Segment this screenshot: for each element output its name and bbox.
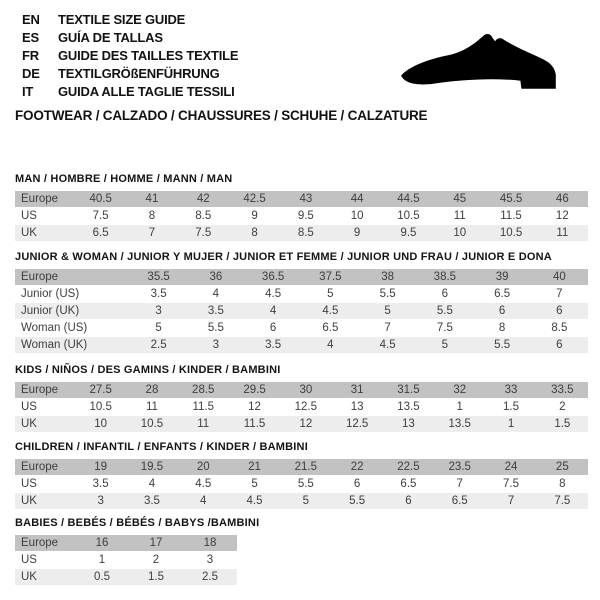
language-code: EN [22, 11, 40, 27]
size-value: 4 [327, 339, 334, 351]
section-title: JUNIOR & WOMAN / JUNIOR Y MUJER / JUNIOR ET FEMME / JUNIOR UND FRAU / JUNIOR E DONA [15, 251, 552, 263]
size-value: 40 [552, 271, 566, 283]
size-section-kids [15, 364, 588, 433]
row-label: Europe [21, 193, 59, 205]
size-value: 4.5 [379, 339, 396, 351]
table-row [15, 493, 588, 510]
table-row [15, 459, 588, 476]
size-value: 5.5 [349, 495, 366, 507]
row-label: Woman (UK) [21, 339, 88, 351]
size-table [15, 535, 237, 586]
size-value: 7.5 [195, 227, 212, 239]
size-table [15, 269, 588, 354]
size-section-babies [15, 517, 588, 586]
row-label: Junior (UK) [21, 305, 80, 317]
size-value: 7.5 [92, 210, 109, 222]
size-value: 10.5 [89, 401, 112, 413]
size-value: 41 [145, 193, 159, 205]
size-value: 10.5 [140, 418, 164, 430]
table-row [15, 476, 588, 493]
size-value: 36 [209, 271, 223, 283]
size-value: 11 [145, 401, 158, 413]
size-value: 6 [405, 495, 412, 507]
size-value: 4 [269, 305, 277, 317]
size-value: 8 [498, 322, 506, 334]
size-value: 7.5 [503, 478, 520, 490]
size-value: 40.5 [89, 193, 112, 205]
size-value: 42 [196, 193, 210, 205]
size-value: 7.5 [554, 495, 571, 507]
size-value: 13 [402, 418, 415, 430]
size-value: 4.5 [265, 288, 282, 300]
size-value: 5 [384, 305, 391, 317]
size-value: 4.5 [195, 478, 212, 490]
size-value: 44 [350, 193, 364, 205]
size-value: 38 [381, 271, 395, 283]
size-value: 27.5 [89, 384, 112, 396]
size-value: 4 [200, 495, 207, 507]
table-row [15, 269, 588, 286]
section-title: MAN / HOMBRE / HOMME / MANN / MAN [15, 173, 233, 185]
language-label: GUÍA DE TALLAS [58, 29, 163, 45]
row-label: UK [21, 227, 37, 239]
size-value: 1 [98, 554, 106, 566]
size-value: 8.5 [195, 210, 212, 222]
size-value: 20 [196, 461, 210, 473]
size-value: 6.5 [92, 227, 109, 239]
size-value: 9 [353, 227, 361, 239]
size-value: 11 [197, 418, 210, 430]
size-value: 3 [206, 554, 214, 566]
size-value: 17 [149, 537, 163, 549]
size-value: 2.5 [202, 571, 218, 583]
size-value: 10 [350, 210, 364, 222]
size-value: 1.5 [554, 418, 571, 430]
size-value: 10.5 [499, 227, 523, 239]
size-value: 3.5 [143, 495, 160, 507]
size-value: 42.5 [243, 193, 266, 205]
size-value: 7 [507, 495, 515, 507]
size-value: 37.5 [319, 271, 342, 283]
table-row [15, 208, 588, 225]
section-title: CHILDREN / INFANTIL / ENFANTS / KINDER / BAMBINI [15, 441, 308, 453]
language-label: GUIDA ALLE TAGLIE TESSILI [58, 83, 235, 99]
table-row [15, 535, 237, 552]
size-value: 19.5 [140, 461, 164, 473]
row-label: US [21, 554, 37, 566]
row-label: UK [21, 571, 37, 583]
section-title: BABIES / BEBÉS / BÉBÉS / BABYS /BAMBINI [15, 517, 260, 529]
size-value: 22 [350, 461, 364, 473]
language-label: TEXTILGRÖßENFÜHRUNG [58, 65, 220, 81]
size-value: 24 [504, 461, 518, 473]
size-tables [15, 0, 588, 600]
size-value: 19 [94, 461, 108, 473]
row-label: Europe [21, 271, 59, 283]
size-value: 13 [350, 401, 364, 413]
row-label: Woman (US) [21, 322, 88, 334]
language-code: FR [22, 47, 39, 63]
size-value: 25 [555, 461, 569, 473]
size-value: 5.5 [379, 288, 396, 300]
size-value: 44.5 [397, 193, 420, 205]
size-value: 9.5 [297, 210, 314, 222]
size-value: 39 [495, 271, 509, 283]
size-value: 35.5 [147, 271, 170, 283]
size-value: 6 [556, 339, 563, 351]
size-value: 11 [453, 210, 466, 222]
size-table [15, 459, 588, 510]
size-value: 43 [299, 193, 313, 205]
size-value: 23.5 [448, 461, 471, 473]
size-value: 18 [203, 537, 217, 549]
size-value: 5.5 [207, 322, 224, 334]
size-value: 8 [559, 478, 566, 490]
language-label: GUIDE DES TAILLES TEXTILE [58, 47, 239, 63]
size-value: 11.5 [500, 210, 522, 222]
size-value: 5 [441, 339, 449, 351]
language-code: DE [22, 65, 40, 81]
row-label: US [21, 478, 37, 490]
size-value: 4 [148, 478, 156, 490]
size-value: 5.5 [297, 478, 314, 490]
size-value: 3.5 [150, 288, 167, 300]
size-value: 29.5 [243, 384, 266, 396]
row-label: Junior (US) [21, 288, 80, 300]
size-value: 11.5 [192, 401, 214, 413]
size-value: 1 [456, 401, 463, 413]
size-value: 6 [498, 305, 506, 317]
size-value: 5 [302, 495, 310, 507]
size-table [15, 382, 588, 433]
size-value: 46 [555, 193, 569, 205]
size-section-junior-woman [15, 251, 588, 354]
size-value: 6 [441, 288, 449, 300]
size-value: 2 [559, 401, 566, 413]
size-value: 13.5 [448, 418, 471, 430]
size-value: 4.5 [246, 495, 263, 507]
size-value: 30 [299, 384, 313, 396]
size-value: 21 [248, 461, 261, 473]
size-value: 45 [453, 193, 467, 205]
size-value: 8.5 [551, 322, 568, 334]
size-value: 6.5 [451, 495, 468, 507]
table-row [15, 191, 588, 208]
size-value: 2.5 [150, 339, 167, 351]
size-value: 13.5 [397, 401, 420, 413]
size-value: 1 [507, 418, 515, 430]
size-value: 6.5 [400, 478, 417, 490]
row-label: UK [21, 418, 37, 430]
size-value: 16 [95, 537, 109, 549]
size-value: 5 [327, 288, 334, 300]
size-section-man [15, 173, 588, 242]
size-value: 7 [456, 478, 463, 490]
size-value: 7 [384, 322, 391, 334]
size-value: 6 [269, 322, 277, 334]
size-value: 7 [556, 288, 563, 300]
size-value: 45.5 [499, 193, 523, 205]
size-value: 33 [504, 384, 518, 396]
size-value: 9 [251, 210, 258, 222]
size-value: 3 [212, 339, 220, 351]
size-value: 6.5 [322, 322, 339, 334]
size-value: 1.5 [503, 401, 520, 413]
table-row [15, 225, 588, 242]
size-value: 4 [212, 288, 220, 300]
size-value: 11 [556, 227, 569, 239]
size-value: 36.5 [261, 271, 285, 283]
size-value: 7.5 [436, 322, 453, 334]
language-label: TEXTILE SIZE GUIDE [58, 11, 186, 27]
row-label: Europe [21, 537, 59, 549]
table-row [15, 569, 237, 586]
size-value: 0.5 [94, 571, 110, 583]
size-value: 8 [251, 227, 258, 239]
table-row [15, 286, 588, 303]
size-value: 12.5 [294, 401, 318, 413]
language-code: IT [22, 83, 34, 99]
size-value: 28.5 [192, 384, 215, 396]
size-value: 4.5 [322, 305, 339, 317]
size-value: 1.5 [148, 571, 164, 583]
language-code: ES [22, 29, 39, 45]
size-value: 12 [555, 210, 569, 222]
size-value: 12.5 [345, 418, 369, 430]
size-section-children [15, 441, 588, 510]
size-value: 28 [145, 384, 159, 396]
row-label: Europe [21, 461, 59, 473]
size-value: 32 [453, 384, 467, 396]
size-value: 3 [155, 305, 162, 317]
size-value: 12 [248, 401, 261, 413]
size-value: 12 [299, 418, 313, 430]
size-value: 5 [155, 322, 162, 334]
size-value: 3.5 [92, 478, 109, 490]
size-value: 3 [97, 495, 104, 507]
size-value: 8.5 [297, 227, 314, 239]
size-value: 31 [350, 384, 364, 396]
table-row [15, 416, 588, 433]
size-value: 6 [556, 305, 563, 317]
size-value: 5 [251, 478, 258, 490]
size-value: 10.5 [397, 210, 420, 222]
footwear-category-title: FOOTWEAR / CALZADO / CHAUSSURES / SCHUHE / CALZATURE [15, 108, 428, 123]
size-value: 21.5 [294, 461, 318, 473]
size-value: 6.5 [494, 288, 511, 300]
section-title: KIDS / NIÑOS / DES GAMINS / KINDER / BAMBINI [15, 364, 281, 376]
size-value: 38.5 [433, 271, 457, 283]
size-value: 8 [148, 210, 156, 222]
size-value: 31.5 [397, 384, 420, 396]
size-value: 9.5 [400, 227, 417, 239]
size-value: 2 [152, 554, 160, 566]
table-row [15, 552, 237, 569]
size-value: 11.5 [243, 418, 266, 430]
size-value: 7 [148, 227, 156, 239]
size-table [15, 191, 588, 242]
size-value: 33.5 [551, 384, 574, 396]
table-row [15, 303, 588, 320]
row-label: UK [21, 495, 37, 507]
row-label: US [21, 401, 37, 413]
table-row [15, 382, 588, 399]
table-row [15, 337, 588, 354]
size-value: 3.5 [207, 305, 224, 317]
size-value: 10 [94, 418, 108, 430]
table-row [15, 320, 588, 337]
size-value: 22.5 [397, 461, 420, 473]
size-value: 5.5 [436, 305, 453, 317]
row-label: Europe [21, 384, 59, 396]
size-value: 3.5 [265, 339, 282, 351]
size-value: 5.5 [494, 339, 511, 351]
size-value: 6 [353, 478, 361, 490]
table-row [15, 399, 588, 416]
size-value: 10 [453, 227, 467, 239]
row-label: US [21, 210, 37, 222]
